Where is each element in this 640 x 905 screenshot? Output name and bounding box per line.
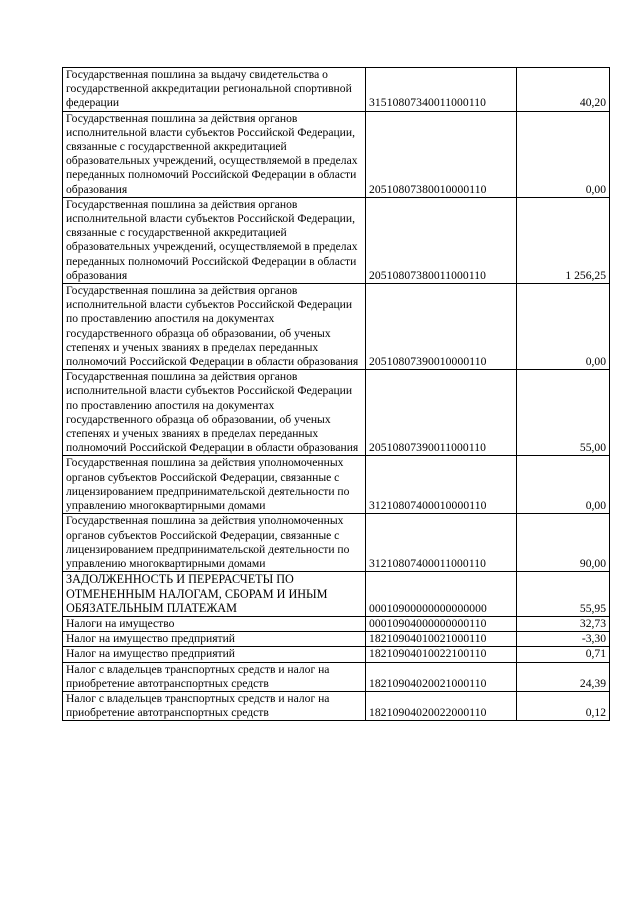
- table-row: [63, 572, 610, 617]
- row-amount: 0,71: [517, 647, 610, 662]
- row-name: Государственная пошлина за действия органов исполнительной власти субъектов Российской Федерации, связанные с государственной аккредитацией образовательных учреждений, осуществляемой в пределах переданных полномочий Российской Федерации в области образования: [63, 111, 366, 197]
- revenue-table: [62, 67, 610, 721]
- row-amount: 24,39: [517, 662, 610, 691]
- row-amount: 55,00: [517, 370, 610, 456]
- row-name: Государственная пошлина за действия органов исполнительной власти субъектов Российской Федерации по проставлению апостиля на документах государственного образца об образовании, об ученых степенях и ученых званиях в пределах переданных полномочий Российской Федерации в области образования: [63, 370, 366, 456]
- row-code: 20510807380010000110: [366, 111, 517, 197]
- table-row: [63, 370, 610, 456]
- row-code: 18210904010021000110: [366, 632, 517, 647]
- row-amount: 32,73: [517, 616, 610, 631]
- row-name: Государственная пошлина за действия органов исполнительной власти субъектов Российской Федерации, связанные с государственной аккредитацией образовательных учреждений, осуществляемой в пределах переданных полномочий Российской Федерации в области образования: [63, 197, 366, 283]
- row-name: Государственная пошлина за действия уполномоченных органов субъектов Российской Федерации, связанные с лицензированием предпринимательской деятельности по управлению многоквартирными домами: [63, 514, 366, 572]
- table-row: [63, 284, 610, 370]
- row-amount: 0,12: [517, 691, 610, 720]
- row-code: 20510807390011000110: [366, 370, 517, 456]
- row-amount: 40,20: [517, 68, 610, 112]
- row-name: Государственная пошлина за действия органов исполнительной власти субъектов Российской Федерации по проставлению апостиля на документах государственного образца об образовании, об ученых степенях и ученых званиях в пределах переданных полномочий Российской Федерации в области образования: [63, 284, 366, 370]
- row-amount: 1 256,25: [517, 197, 610, 283]
- row-code: 31210807400011000110: [366, 514, 517, 572]
- table-row: [63, 111, 610, 197]
- table-row: [63, 662, 610, 691]
- row-code: 20510807380011000110: [366, 197, 517, 283]
- row-amount: 0,00: [517, 456, 610, 514]
- row-name: Налог на имущество предприятий: [63, 632, 366, 647]
- row-code: 18210904020021000110: [366, 662, 517, 691]
- table-row: [63, 616, 610, 631]
- row-code: 00010900000000000000: [366, 572, 517, 617]
- table-row: [63, 456, 610, 514]
- row-code: 20510807390010000110: [366, 284, 517, 370]
- row-name: Налог с владельцев транспортных средств и налог на приобретение автотранспортных средств: [63, 662, 366, 691]
- table-row: [63, 691, 610, 720]
- row-name: Государственная пошлина за действия уполномоченных органов субъектов Российской Федерации, связанные с лицензированием предпринимательской деятельности по управлению многоквартирными домами: [63, 456, 366, 514]
- row-code: 31510807340011000110: [366, 68, 517, 112]
- table-row: [63, 514, 610, 572]
- row-amount: 0,00: [517, 284, 610, 370]
- row-amount: 0,00: [517, 111, 610, 197]
- table-row: [63, 647, 610, 662]
- row-code: 18210904010022100110: [366, 647, 517, 662]
- row-amount: -3,30: [517, 632, 610, 647]
- row-code: 31210807400010000110: [366, 456, 517, 514]
- row-code: 00010904000000000110: [366, 616, 517, 631]
- table-row: [63, 632, 610, 647]
- row-name: Налог с владельцев транспортных средств и налог на приобретение автотранспортных средств: [63, 691, 366, 720]
- row-name: Налог на имущество предприятий: [63, 647, 366, 662]
- table-row: [63, 68, 610, 112]
- row-amount: 90,00: [517, 514, 610, 572]
- row-name: Налоги на имущество: [63, 616, 366, 631]
- row-name: Государственная пошлина за выдачу свидетельства о государственной аккредитации региональной спортивной федерации: [63, 68, 366, 112]
- row-code: 18210904020022000110: [366, 691, 517, 720]
- table-row: [63, 197, 610, 283]
- row-name: ЗАДОЛЖЕННОСТЬ И ПЕРЕРАСЧЕТЫ ПО ОТМЕНЕННЫМ НАЛОГАМ, СБОРАМ И ИНЫМ ОБЯЗАТЕЛЬНЫМ ПЛАТЕЖАМ: [63, 572, 366, 617]
- row-amount: 55,95: [517, 572, 610, 617]
